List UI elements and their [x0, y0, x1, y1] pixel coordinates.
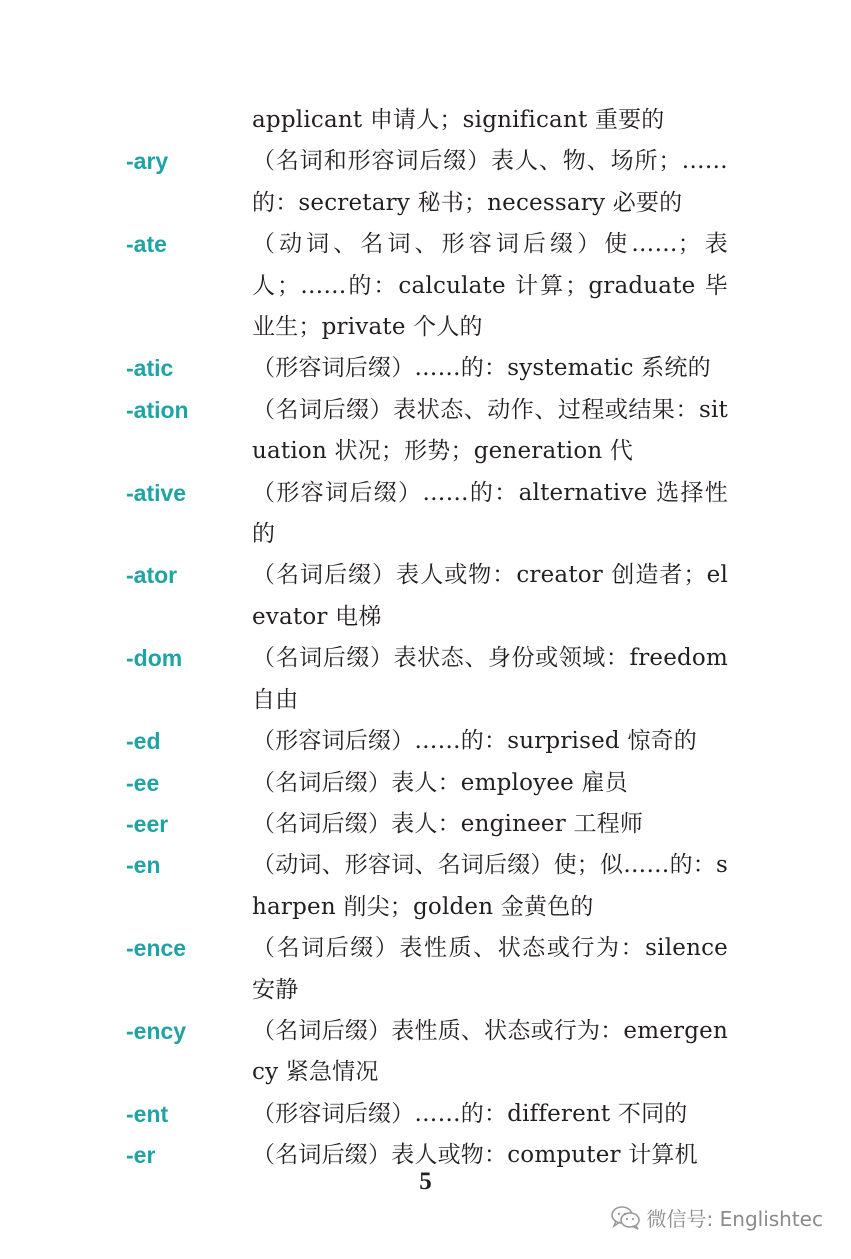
entry-row [0, 721, 851, 762]
suffix-term: -ed [126, 728, 161, 755]
watermark-text: 微信号: Englishtec [646, 1207, 823, 1231]
suffix-definition: （名词后缀）表人或物：computer 计算机 [252, 1142, 698, 1169]
entry-row [0, 348, 851, 389]
entry-row [0, 804, 851, 845]
suffix-term: -ency [126, 1017, 187, 1044]
suffix-definition: （动词、形容词、名词后缀）使；似……的：sharpen 削尖；golden 金黄色的 [252, 852, 729, 920]
entry-row [0, 473, 851, 556]
suffix-term: -en [126, 852, 161, 879]
suffix-definition: （形容词后缀）……的：systematic 系统的 [252, 355, 711, 382]
suffix-definition: （名词后缀）表人或物：creator 创造者；elevator 电梯 [252, 562, 728, 630]
entry-row [0, 224, 851, 348]
entry-row [0, 845, 851, 928]
entry-row [0, 555, 851, 638]
suffix-term: -ence [126, 935, 187, 962]
suffix-term: -ent [126, 1100, 169, 1127]
suffix-definition: （形容词后缀）……的：different 不同的 [252, 1100, 688, 1127]
entry-row [0, 100, 851, 141]
suffix-definition: （名词后缀）表性质、状态或行为：silence 安静 [252, 935, 728, 1003]
suffix-term: -eer [126, 810, 169, 837]
entry-row [0, 390, 851, 473]
entry-row [0, 763, 851, 804]
suffix-definition: （名词后缀）表人：engineer 工程师 [252, 810, 644, 837]
suffix-definition: （动词、名词、形容词后缀）使……；表人；……的：calculate 计算；graduate 毕业生；private 个人的 [252, 231, 728, 341]
entry-row [0, 1011, 851, 1094]
suffix-term: -ation [126, 396, 189, 423]
entry-row [0, 1094, 851, 1135]
page-number: 5 [419, 1168, 432, 1195]
suffix-definition: （名词和形容词后缀）表人、物、场所；……的：secretary 秘书；necessary 必要的 [252, 148, 728, 216]
suffix-term: -ee [126, 769, 160, 796]
suffix-term: -ator [126, 562, 178, 589]
entry-row [0, 638, 851, 721]
suffix-definition: （名词后缀）表人：employee 雇员 [252, 769, 628, 796]
entry-row [0, 928, 851, 1011]
suffix-term: -atic [126, 355, 174, 382]
wechat-watermark [611, 1203, 823, 1232]
suffix-definition: （形容词后缀）……的：surprised 惊奇的 [252, 728, 697, 755]
suffix-definition: （名词后缀）表状态、动作、过程或结果：situation 状况；形势；generation 代 [252, 396, 728, 465]
wechat-icon [611, 1205, 641, 1231]
suffix-term: -ary [126, 148, 169, 175]
entry-row [0, 141, 851, 224]
suffix-term: -dom [126, 645, 183, 672]
suffix-term: -er [126, 1142, 156, 1169]
suffix-term: -ative [126, 479, 187, 506]
suffix-definition: （形容词后缀）……的：alternative 选择性的 [252, 479, 728, 548]
suffix-definition: （名词后缀）表状态、身份或领域：freedom 自由 [252, 645, 728, 713]
suffix-definition: applicant 申请人；significant 重要的 [252, 107, 665, 133]
suffix-entry-list [0, 100, 851, 1177]
suffix-definition: （名词后缀）表性质、状态或行为：emergency 紧急情况 [252, 1017, 728, 1086]
suffix-term: -ate [126, 231, 167, 258]
